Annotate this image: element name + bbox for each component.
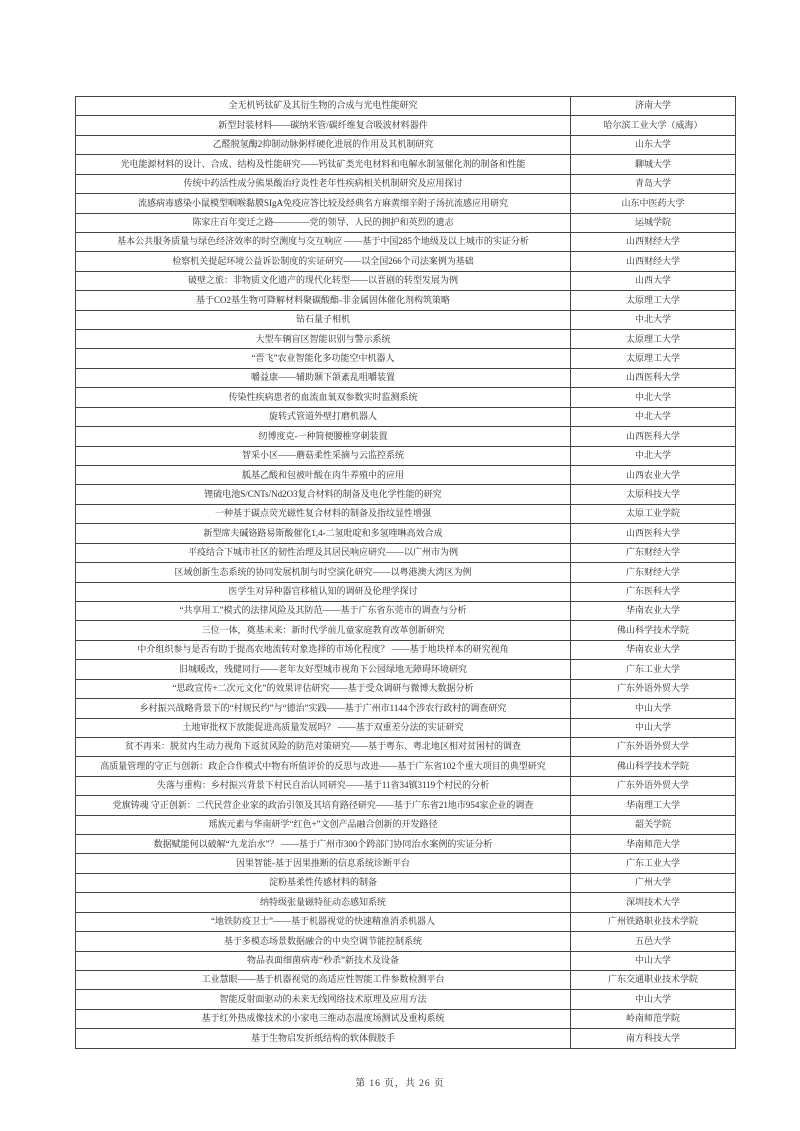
table-row bbox=[76, 194, 736, 213]
table-row bbox=[76, 912, 736, 931]
project-title-cell: 新型封装材料——碳纳米管/碳纤维复合吸波材料器件 bbox=[76, 116, 571, 135]
project-title-cell: 医学生对异种器官移植认知的调研及伦理学探讨 bbox=[76, 582, 571, 601]
table-row bbox=[76, 310, 736, 329]
table-row bbox=[76, 679, 736, 698]
project-title-cell: 中介组织参与是否有助于提高农地流转对象选择的市场化程度？ ——基于地块样本的研究视角 bbox=[76, 640, 571, 659]
project-title-cell: 流感病毒感染小鼠模型咽喉黏膜SIgA免疫应答比较及经典名方麻黄细辛附子汤抗流感应用研究 bbox=[76, 194, 571, 213]
table-row bbox=[76, 174, 736, 193]
table-row bbox=[76, 990, 736, 1009]
university-cell: 广东外语外贸大学 bbox=[571, 679, 736, 698]
project-title-cell: 纳特级张量磁特征动态感知系统 bbox=[76, 893, 571, 912]
project-title-cell: 高质量管理的守正与创新：政企合作模式中物有所值评价的反思与改进——基于广东省102个重大项目的典型研究 bbox=[76, 757, 571, 776]
table-row bbox=[76, 640, 736, 659]
university-cell: 中山大学 bbox=[571, 951, 736, 970]
table-row bbox=[76, 796, 736, 815]
university-cell: 广东外语外贸大学 bbox=[571, 737, 736, 756]
university-cell: 广州铁路职业技术学院 bbox=[571, 912, 736, 931]
project-title-cell: 基本公共服务质量与绿色经济效率的时空测度与交互响应 ——基于中国285个地级及以上城市的实证分析 bbox=[76, 232, 571, 251]
university-cell: 山西医科大学 bbox=[571, 427, 736, 446]
university-cell: 广东医科大学 bbox=[571, 582, 736, 601]
table-row bbox=[76, 504, 736, 523]
table-row bbox=[76, 271, 736, 290]
table-row bbox=[76, 543, 736, 562]
table-row bbox=[76, 873, 736, 892]
project-title-cell: 锂硫电池S/CNTs/Nd2O3复合材料的制备及电化学性能的研究 bbox=[76, 485, 571, 504]
table-row bbox=[76, 213, 736, 232]
project-title-cell: 破壁之旅：非物质文化遗产的现代化转型——以晋剧的转型发展为例 bbox=[76, 271, 571, 290]
table-row bbox=[76, 970, 736, 989]
table-row bbox=[76, 291, 736, 310]
table-row bbox=[76, 368, 736, 387]
table-row bbox=[76, 737, 736, 756]
project-title-cell: 全无机钙钛矿及其衍生物的合成与光电性能研究 bbox=[76, 97, 571, 116]
project-title-cell: 区域创新生态系统的协同发展机制与时空演化研究——以粤港澳大湾区为例 bbox=[76, 563, 571, 582]
table-row bbox=[76, 563, 736, 582]
project-title-cell: 基于CO2基生物可降解材料聚碳酸酯-非金属固体催化剂构筑策略 bbox=[76, 291, 571, 310]
university-cell: 佛山科学技术学院 bbox=[571, 621, 736, 640]
table-row bbox=[76, 1029, 736, 1049]
table-row bbox=[76, 835, 736, 854]
table-row bbox=[76, 854, 736, 873]
project-title-cell: 基于生物启发折纸结构的软体假肢手 bbox=[76, 1029, 571, 1049]
project-title-cell: 光电能源材料的设计、合成、结构及性能研究——钙钛矿类光电材料和电解水制氢催化剂的制备和性能 bbox=[76, 155, 571, 174]
university-cell: 广东外语外贸大学 bbox=[571, 776, 736, 795]
university-cell: 山西财经大学 bbox=[571, 252, 736, 271]
table-row bbox=[76, 660, 736, 679]
project-title-cell: 失落与重构：乡村振兴背景下村民自治认同研究——基于11省34镇3119个村民的分析 bbox=[76, 776, 571, 795]
project-title-cell: 土地审批权下放能促进高质量发展吗？ ——基于双重差分法的实证研究 bbox=[76, 718, 571, 737]
university-cell: 五邑大学 bbox=[571, 932, 736, 951]
university-cell: 太原理工大学 bbox=[571, 291, 736, 310]
university-cell: 太原理工大学 bbox=[571, 349, 736, 368]
university-cell: 山东中医药大学 bbox=[571, 194, 736, 213]
project-title-cell: 工业慧眼——基于机器视觉的高适应性智能工件参数检测平台 bbox=[76, 970, 571, 989]
project-title-cell: 贫不再来：脱贫内生动力视角下返贫风险的防范对策研究——基于粤东、粤北地区相对贫困村的调查 bbox=[76, 737, 571, 756]
projects-table bbox=[75, 96, 736, 1049]
project-title-cell: 因果智能-基于因果推断的信息系统诊断平台 bbox=[76, 854, 571, 873]
page-number: 第 16 页，共 26 页 bbox=[355, 1079, 445, 1089]
table-row bbox=[76, 951, 736, 970]
project-title-cell: 胍基乙酸和包被叶酸在肉牛养殖中的应用 bbox=[76, 466, 571, 485]
table-row bbox=[76, 932, 736, 951]
project-title-cell: 大型车辆盲区智能识别与警示系统 bbox=[76, 330, 571, 349]
university-cell: 中北大学 bbox=[571, 310, 736, 329]
project-title-cell: 旧城暖改，残健同行——老年友好型城市视角下公园绿地无障碍环境研究 bbox=[76, 660, 571, 679]
project-title-cell: 检察机关提起环境公益诉讼制度的实证研究——以全国266个司法案例为基础 bbox=[76, 252, 571, 271]
project-title-cell: “思政宣传+二次元文化”的效果评估研究——基于受众调研与微博大数据分析 bbox=[76, 679, 571, 698]
university-cell: 山西医科大学 bbox=[571, 524, 736, 543]
project-title-cell: 钻石量子相机 bbox=[76, 310, 571, 329]
project-title-cell: 纫博度克-一种简便腰椎穿刺装置 bbox=[76, 427, 571, 446]
university-cell: 深圳技术大学 bbox=[571, 893, 736, 912]
university-cell: 聊城大学 bbox=[571, 155, 736, 174]
table-row bbox=[76, 757, 736, 776]
university-cell: 广东工业大学 bbox=[571, 854, 736, 873]
project-title-cell: 传统中药活性成分熊果酸治疗炎性老年性疾病相关机制研究及应用探讨 bbox=[76, 174, 571, 193]
project-title-cell: 基于红外热成像技术的小家电三维动态温度场测试及重构系统 bbox=[76, 1009, 571, 1028]
university-cell: 广东交通职业技术学院 bbox=[571, 970, 736, 989]
project-title-cell: 物品表面细菌病毒“秒杀”新技术及设备 bbox=[76, 951, 571, 970]
table-row bbox=[76, 601, 736, 620]
university-cell: 韶关学院 bbox=[571, 815, 736, 834]
university-cell: 中北大学 bbox=[571, 388, 736, 407]
project-title-cell: “共享用工”模式的法律风险及其防范——基于广东省东莞市的调查与分析 bbox=[76, 601, 571, 620]
project-title-cell: 智能反射面驱动的未来无线网络技术原理及应用方法 bbox=[76, 990, 571, 1009]
university-cell: 山西农业大学 bbox=[571, 466, 736, 485]
university-cell: 岭南师范学院 bbox=[571, 1009, 736, 1028]
university-cell: 南方科技大学 bbox=[571, 1029, 736, 1049]
table-row bbox=[76, 97, 736, 116]
table-row bbox=[76, 718, 736, 737]
table-row bbox=[76, 446, 736, 465]
table-row bbox=[76, 116, 736, 135]
university-cell: 中山大学 bbox=[571, 718, 736, 737]
project-title-cell: 乡村振兴战略背景下的“村规民约”与“德治”实践——基于广州市1144个涉农行政村的调查研究 bbox=[76, 699, 571, 718]
project-title-cell: 新型席夫碱铬路易斯酸催化1,4-二氢吡啶和多氢喹啉高效合成 bbox=[76, 524, 571, 543]
university-cell: 华南农业大学 bbox=[571, 601, 736, 620]
project-title-cell: 智采小区——蘑菇柔性采摘与云监控系统 bbox=[76, 446, 571, 465]
project-title-cell: “晋飞”农业智能化多功能空中机器人 bbox=[76, 349, 571, 368]
university-cell: 济南大学 bbox=[571, 97, 736, 116]
university-cell: 中山大学 bbox=[571, 990, 736, 1009]
table-row bbox=[76, 252, 736, 271]
project-title-cell: 瑶族元素与华南研学“红色+”文创产品融合创新的开发路径 bbox=[76, 815, 571, 834]
university-cell: 山东大学 bbox=[571, 135, 736, 154]
university-cell: 广东工业大学 bbox=[571, 660, 736, 679]
university-cell: 中山大学 bbox=[571, 699, 736, 718]
university-cell: 广东财经大学 bbox=[571, 543, 736, 562]
table-row bbox=[76, 699, 736, 718]
university-cell: 太原科技大学 bbox=[571, 485, 736, 504]
project-title-cell: 传染性疾病患者的血流血氧双参数实时监测系统 bbox=[76, 388, 571, 407]
university-cell: 运城学院 bbox=[571, 213, 736, 232]
university-cell: 广东财经大学 bbox=[571, 563, 736, 582]
table-row bbox=[76, 621, 736, 640]
table-row bbox=[76, 427, 736, 446]
project-title-cell: 嚼益康——辅助颞下颌紊乱咀嚼装置 bbox=[76, 368, 571, 387]
university-cell: 华南师范大学 bbox=[571, 835, 736, 854]
project-title-cell: 平疫结合下城市社区的韧性治理及其居民响应研究——以广州市为例 bbox=[76, 543, 571, 562]
table-row bbox=[76, 349, 736, 368]
table-row bbox=[76, 135, 736, 154]
university-cell: 山西医科大学 bbox=[571, 368, 736, 387]
project-title-cell: 旋转式管道外壁打磨机器人 bbox=[76, 407, 571, 426]
table-row bbox=[76, 388, 736, 407]
university-cell: 华南理工大学 bbox=[571, 796, 736, 815]
university-cell: 中北大学 bbox=[571, 446, 736, 465]
table-row bbox=[76, 485, 736, 504]
university-cell: 广州大学 bbox=[571, 873, 736, 892]
table-row bbox=[76, 407, 736, 426]
project-title-cell: “地铁防疫卫士”——基于机器视觉的快速精准消杀机器人 bbox=[76, 912, 571, 931]
table-row bbox=[76, 466, 736, 485]
university-cell: 太原理工大学 bbox=[571, 330, 736, 349]
university-cell: 中北大学 bbox=[571, 407, 736, 426]
table-row bbox=[76, 776, 736, 795]
university-cell: 山西财经大学 bbox=[571, 232, 736, 251]
university-cell: 山西大学 bbox=[571, 271, 736, 290]
table-row bbox=[76, 893, 736, 912]
university-cell: 哈尔滨工业大学（威海） bbox=[571, 116, 736, 135]
table-row bbox=[76, 330, 736, 349]
university-cell: 佛山科学技术学院 bbox=[571, 757, 736, 776]
table-row bbox=[76, 582, 736, 601]
project-title-cell: 淀粉基柔性传感材料的制备 bbox=[76, 873, 571, 892]
project-title-cell: 乙醛脱氢酶2抑制动脉粥样硬化进展的作用及其机制研究 bbox=[76, 135, 571, 154]
table-row bbox=[76, 155, 736, 174]
university-cell: 青岛大学 bbox=[571, 174, 736, 193]
project-title-cell: 基于多模态场景数据融合的中央空调节能控制系统 bbox=[76, 932, 571, 951]
project-title-cell: 党旗铸魂 守正创新：二代民营企业家的政治引领及其培育路径研究——基于广东省21地市954家企业的调查 bbox=[76, 796, 571, 815]
projects-table-body bbox=[76, 97, 736, 1049]
university-cell: 太原工业学院 bbox=[571, 504, 736, 523]
table-row bbox=[76, 815, 736, 834]
table-row bbox=[76, 1009, 736, 1028]
project-title-cell: 数据赋能何以破解“九龙治水”？ ——基于广州市300个跨部门协同治水案例的实证分析 bbox=[76, 835, 571, 854]
project-title-cell: 陈家庄百年变迁之路————党的领导、人民的拥护和英烈的遗志 bbox=[76, 213, 571, 232]
table-row bbox=[76, 524, 736, 543]
university-cell: 华南农业大学 bbox=[571, 640, 736, 659]
project-title-cell: 三位一体，奠基未来：新时代学前儿童家庭教育改革创新研究 bbox=[76, 621, 571, 640]
project-title-cell: 一种基于碳点荧光磁性复合材料的制备及指纹显性增强 bbox=[76, 504, 571, 523]
table-row bbox=[76, 232, 736, 251]
